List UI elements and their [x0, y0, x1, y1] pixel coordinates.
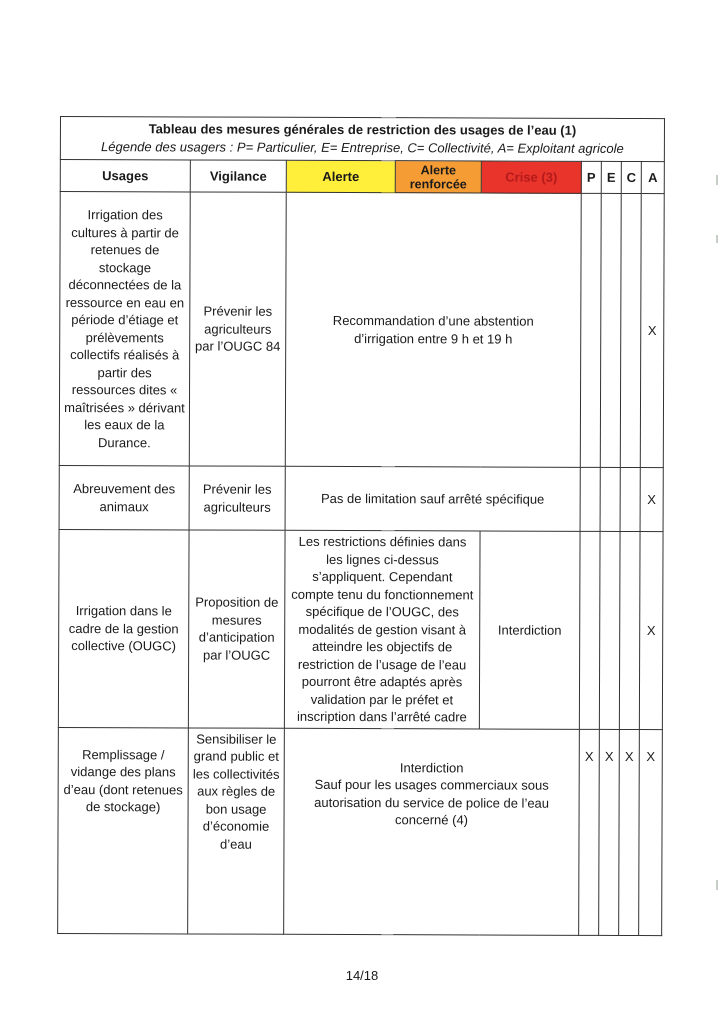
row1-mesure-text: Recommandation d’une abstention d’irrigation entre 9 h et 19 h	[332, 312, 534, 347]
scan-artifact	[716, 880, 718, 890]
row1-vigilance: Prévenir les agriculteurs par l’OUGC 84	[189, 192, 286, 466]
row2-a: X	[640, 468, 663, 532]
restriction-table-wrapper	[57, 116, 664, 936]
row1-a: X	[640, 194, 664, 468]
row4-mesure-detail: Sauf pour les usages commerciaux sous autorisation du service de police de l’eau concerné (4)	[314, 776, 550, 828]
row3-mesure-alerte: Les restrictions définies dans les lignes ci-dessus s’appliquent. Cependant compte tenu du fonctionnement spécifique de l’OUGC, des modalités de gestion visant à atteindre les objectifs de restriction de l’usage de l’eau pourront être adaptés après validation par le préfet et inscription dans l’arrêté cadre	[284, 530, 480, 728]
row3-usage: Irrigation dans le cadre de la gestion collective (OUGC)	[58, 529, 189, 727]
table-legend: Légende des usagers : P= Particulier, E= Entreprise, C= Collectivité, A= Exploitant agricole	[101, 138, 624, 156]
row2-p	[580, 467, 600, 531]
row2-mesure: Pas de limitation sauf arrêté spécifique	[285, 466, 580, 531]
row1-p	[580, 193, 601, 467]
scan-artifact	[716, 175, 718, 185]
row4-a: X	[639, 729, 663, 935]
table-title: Tableau des mesures générales de restriction des usages de l’eau (1)	[148, 121, 577, 138]
header-c: C	[621, 161, 641, 193]
row4-c: X	[619, 729, 640, 935]
header-alerte-renforcee-line1: Alerte	[420, 162, 457, 177]
page-number: 14/18	[345, 968, 379, 983]
header-row	[60, 160, 664, 194]
row3-c	[619, 531, 640, 729]
header-e: E	[601, 161, 621, 193]
header-crise: Crise (3)	[481, 161, 581, 193]
header-alerte-renforcee	[395, 161, 481, 193]
header-alerte: Alerte	[286, 160, 395, 192]
row4-p: X	[579, 729, 600, 935]
row2-c	[620, 467, 640, 531]
row3-p	[579, 531, 600, 729]
row2-usage: Abreuvement des animaux	[59, 465, 189, 529]
restriction-table	[57, 116, 665, 936]
row1-c	[620, 193, 641, 467]
header-a: A	[641, 162, 664, 194]
row4-usage: Remplissage / vidange des plans d’eau (dont retenues de stockage)	[58, 727, 189, 933]
row4-vigilance: Sensibiliser le grand public et les collectivités aux règles de bon usage d’économie d’eau	[188, 727, 285, 933]
row1-mesure	[285, 192, 581, 467]
row4-mesure	[284, 728, 580, 935]
row3-e	[599, 531, 620, 729]
row1-e	[600, 193, 621, 467]
row4-mesure-title: Interdiction	[399, 759, 464, 775]
header-usages: Usages	[60, 160, 190, 192]
scan-artifact	[716, 235, 718, 243]
row3-vigilance: Proposition de mesures d’anticipation par l’OUGC	[188, 530, 285, 728]
row3-a: X	[639, 532, 663, 730]
row2-vigilance: Prévenir les agriculteurs	[189, 466, 285, 530]
header-alerte-renforcee-line2: renforcée	[409, 176, 467, 191]
table-row	[59, 465, 663, 531]
row3-mesure-crise: Interdiction	[479, 531, 580, 729]
table-row	[58, 727, 663, 935]
table-title-cell	[60, 117, 664, 162]
row4-e: X	[599, 729, 620, 935]
row1-usage: Irrigation des cultures à partir de retenues de stockage déconnectées de la ressource en eau en période d’étiage et prélèvements collectifs réalisés à partir des ressources dites « maîtrisées » dérivant les eaux de la Durance.	[59, 192, 190, 466]
row2-e	[600, 467, 620, 531]
table-row	[59, 192, 664, 468]
header-p: P	[581, 161, 601, 193]
table-row	[58, 529, 663, 729]
header-vigilance: Vigilance	[190, 160, 286, 192]
